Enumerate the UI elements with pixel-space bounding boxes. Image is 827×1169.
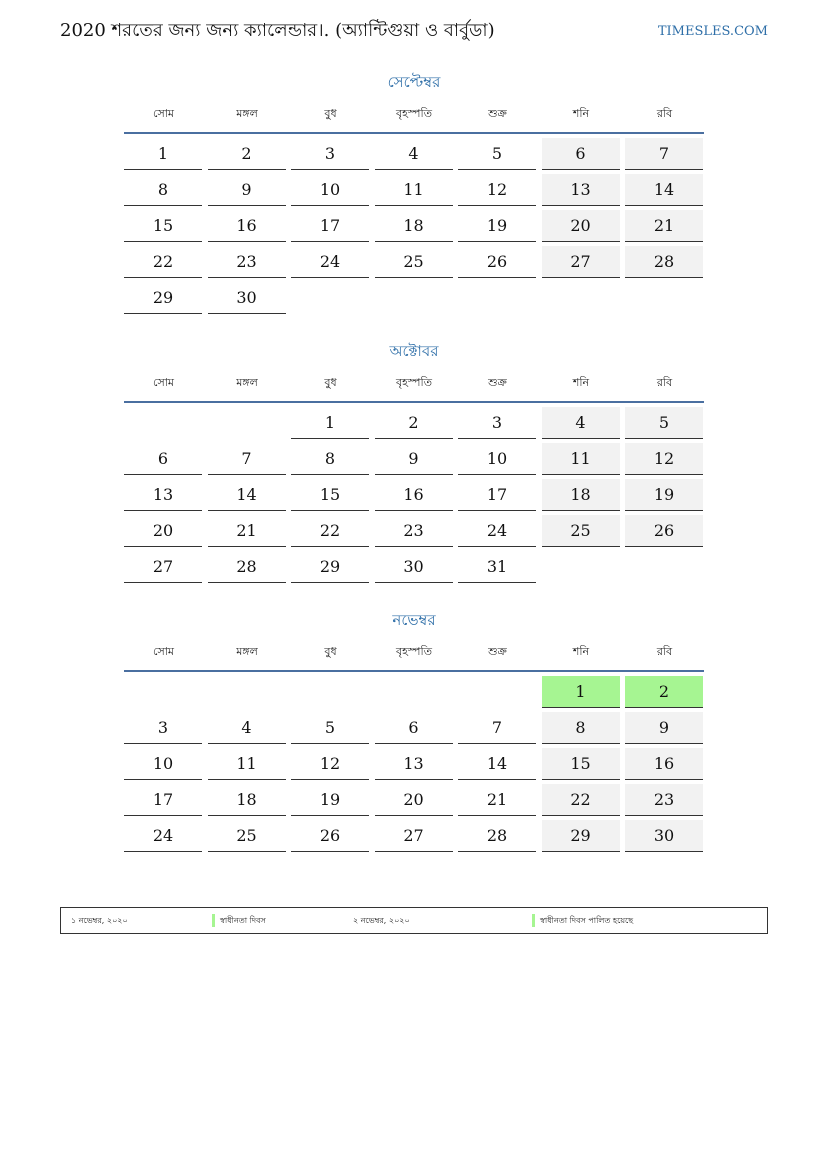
holiday-color-marker bbox=[212, 914, 215, 927]
weekday-label: মঙ্গল bbox=[236, 376, 258, 389]
day-cell[interactable]: 22 bbox=[542, 784, 620, 816]
day-cell[interactable]: 28 bbox=[625, 246, 703, 278]
day-cell[interactable]: 29 bbox=[291, 551, 369, 583]
day-cell[interactable]: 15 bbox=[542, 748, 620, 780]
weekday-label: বৃহস্পতি bbox=[396, 376, 432, 389]
day-cell[interactable]: 30 bbox=[208, 282, 286, 314]
day-cell[interactable]: 13 bbox=[124, 479, 202, 511]
day-cell[interactable]: 13 bbox=[375, 748, 453, 780]
day-cell[interactable]: 8 bbox=[542, 712, 620, 744]
day-cell[interactable]: 10 bbox=[458, 443, 536, 475]
day-cell[interactable]: 2 bbox=[625, 676, 703, 708]
day-cell[interactable]: 4 bbox=[542, 407, 620, 439]
day-cell[interactable]: 30 bbox=[375, 551, 453, 583]
day-cell[interactable]: 9 bbox=[375, 443, 453, 475]
day-cell[interactable]: 9 bbox=[625, 712, 703, 744]
month-title: সেপ্টেম্বর bbox=[387, 73, 441, 91]
day-cell[interactable]: 23 bbox=[208, 246, 286, 278]
day-cell[interactable]: 16 bbox=[625, 748, 703, 780]
day-cell[interactable]: 21 bbox=[458, 784, 536, 816]
weekday-label: শুক্র bbox=[488, 645, 507, 658]
day-cell[interactable]: 4 bbox=[375, 138, 453, 170]
legend-date-1: ১ নভেম্বর, ২০২০ bbox=[71, 916, 128, 925]
weekday-label: রবি bbox=[656, 376, 673, 389]
day-cell[interactable]: 28 bbox=[208, 551, 286, 583]
legend-holiday-1: স্বাধীনতা দিবস bbox=[220, 916, 266, 925]
day-cell[interactable]: 5 bbox=[625, 407, 703, 439]
month-block bbox=[124, 339, 704, 576]
day-cell[interactable]: 3 bbox=[458, 407, 536, 439]
day-cell[interactable]: 25 bbox=[375, 246, 453, 278]
day-cell[interactable]: 18 bbox=[375, 210, 453, 242]
day-cell[interactable]: 24 bbox=[458, 515, 536, 547]
legend-holiday-2: স্বাধীনতা দিবস পালিত হয়েছে bbox=[540, 916, 634, 925]
day-cell[interactable]: 23 bbox=[375, 515, 453, 547]
month-title: নভেম্বর bbox=[392, 611, 436, 629]
page-title: 2020 শরতের জন্য জন্য ক্যালেন্ডার।. (অ্যান্টিগুয়া ও বার্বুডা) bbox=[60, 20, 495, 41]
month-block bbox=[124, 70, 704, 307]
holiday-legend bbox=[60, 907, 768, 934]
day-cell[interactable]: 9 bbox=[208, 174, 286, 206]
day-cell[interactable]: 6 bbox=[542, 138, 620, 170]
page-header bbox=[60, 18, 768, 46]
day-cell[interactable]: 14 bbox=[208, 479, 286, 511]
day-cell[interactable]: 16 bbox=[375, 479, 453, 511]
day-cell[interactable]: 31 bbox=[458, 551, 536, 583]
day-cell[interactable]: 2 bbox=[375, 407, 453, 439]
day-cell[interactable]: 5 bbox=[458, 138, 536, 170]
weekday-label: শুক্র bbox=[488, 107, 507, 120]
day-cell[interactable]: 20 bbox=[542, 210, 620, 242]
day-cell[interactable]: 25 bbox=[542, 515, 620, 547]
day-cell[interactable]: 22 bbox=[124, 246, 202, 278]
day-cell[interactable]: 29 bbox=[124, 282, 202, 314]
day-cell[interactable]: 21 bbox=[625, 210, 703, 242]
weekday-label: বৃহস্পতি bbox=[396, 107, 432, 120]
day-cell[interactable]: 14 bbox=[625, 174, 703, 206]
day-cell[interactable]: 12 bbox=[625, 443, 703, 475]
day-cell[interactable]: 26 bbox=[291, 820, 369, 852]
day-cell[interactable]: 7 bbox=[458, 712, 536, 744]
day-cell[interactable]: 7 bbox=[208, 443, 286, 475]
day-cell[interactable]: 23 bbox=[625, 784, 703, 816]
weekday-header-row bbox=[124, 642, 704, 672]
month-title: অক্টোবর bbox=[389, 342, 439, 360]
holiday-color-marker bbox=[532, 914, 535, 927]
weekday-label: শনি bbox=[572, 107, 590, 120]
day-cell[interactable]: 25 bbox=[208, 820, 286, 852]
legend-date-2: ২ নভেম্বর, ২০২০ bbox=[353, 916, 410, 925]
day-cell[interactable]: 4 bbox=[208, 712, 286, 744]
day-cell[interactable]: 27 bbox=[124, 551, 202, 583]
day-cell[interactable]: 21 bbox=[208, 515, 286, 547]
day-cell[interactable]: 8 bbox=[124, 174, 202, 206]
day-cell[interactable]: 11 bbox=[208, 748, 286, 780]
day-cell[interactable]: 27 bbox=[375, 820, 453, 852]
day-cell[interactable]: 19 bbox=[458, 210, 536, 242]
day-cell[interactable]: 10 bbox=[291, 174, 369, 206]
day-cell[interactable]: 24 bbox=[124, 820, 202, 852]
day-cell[interactable]: 20 bbox=[375, 784, 453, 816]
weekday-label: সোম bbox=[152, 645, 175, 658]
day-cell[interactable]: 19 bbox=[625, 479, 703, 511]
day-cell[interactable]: 22 bbox=[291, 515, 369, 547]
weekday-label: শনি bbox=[572, 645, 590, 658]
day-cell[interactable]: 20 bbox=[124, 515, 202, 547]
day-cell[interactable]: 26 bbox=[458, 246, 536, 278]
day-cell[interactable]: 24 bbox=[291, 246, 369, 278]
day-cell[interactable]: 7 bbox=[625, 138, 703, 170]
weekday-label: বুধ bbox=[324, 376, 337, 389]
day-cell[interactable]: 17 bbox=[291, 210, 369, 242]
day-cell[interactable]: 5 bbox=[291, 712, 369, 744]
day-cell[interactable]: 1 bbox=[291, 407, 369, 439]
weekday-label: রবি bbox=[656, 107, 673, 120]
day-cell[interactable]: 15 bbox=[124, 210, 202, 242]
day-cell[interactable]: 16 bbox=[208, 210, 286, 242]
day-cell[interactable]: 26 bbox=[625, 515, 703, 547]
weekday-label: মঙ্গল bbox=[236, 107, 258, 120]
weekday-header-row bbox=[124, 373, 704, 403]
day-cell[interactable]: 8 bbox=[291, 443, 369, 475]
month-block bbox=[124, 608, 704, 845]
day-cell[interactable]: 13 bbox=[542, 174, 620, 206]
day-cell[interactable]: 6 bbox=[375, 712, 453, 744]
day-cell[interactable]: 11 bbox=[542, 443, 620, 475]
weekday-label: শুক্র bbox=[488, 376, 507, 389]
day-cell[interactable]: 15 bbox=[291, 479, 369, 511]
weekday-label: বুধ bbox=[324, 107, 337, 120]
weekday-header-row bbox=[124, 104, 704, 134]
weekday-label: বৃহস্পতি bbox=[396, 645, 432, 658]
day-cell[interactable]: 17 bbox=[458, 479, 536, 511]
day-cell[interactable]: 29 bbox=[542, 820, 620, 852]
weekday-label: সোম bbox=[152, 376, 175, 389]
weekday-label: সোম bbox=[152, 107, 175, 120]
day-cell[interactable]: 17 bbox=[124, 784, 202, 816]
day-cell[interactable]: 6 bbox=[124, 443, 202, 475]
day-cell[interactable]: 12 bbox=[458, 174, 536, 206]
day-cell[interactable]: 30 bbox=[625, 820, 703, 852]
day-cell[interactable]: 27 bbox=[542, 246, 620, 278]
day-cell[interactable]: 18 bbox=[208, 784, 286, 816]
day-cell[interactable]: 14 bbox=[458, 748, 536, 780]
day-cell[interactable]: 2 bbox=[208, 138, 286, 170]
weekday-label: মঙ্গল bbox=[236, 645, 258, 658]
day-cell[interactable]: 18 bbox=[542, 479, 620, 511]
day-cell[interactable]: 1 bbox=[542, 676, 620, 708]
day-cell[interactable]: 12 bbox=[291, 748, 369, 780]
day-cell[interactable]: 1 bbox=[124, 138, 202, 170]
day-cell[interactable]: 3 bbox=[124, 712, 202, 744]
weekday-label: শনি bbox=[572, 376, 590, 389]
day-cell[interactable]: 28 bbox=[458, 820, 536, 852]
weekday-label: রবি bbox=[656, 645, 673, 658]
day-cell[interactable]: 11 bbox=[375, 174, 453, 206]
site-name[interactable]: TIMESLES.COM bbox=[657, 24, 768, 39]
day-cell[interactable]: 19 bbox=[291, 784, 369, 816]
weekday-label: বুধ bbox=[324, 645, 337, 658]
day-cell[interactable]: 10 bbox=[124, 748, 202, 780]
day-cell[interactable]: 3 bbox=[291, 138, 369, 170]
